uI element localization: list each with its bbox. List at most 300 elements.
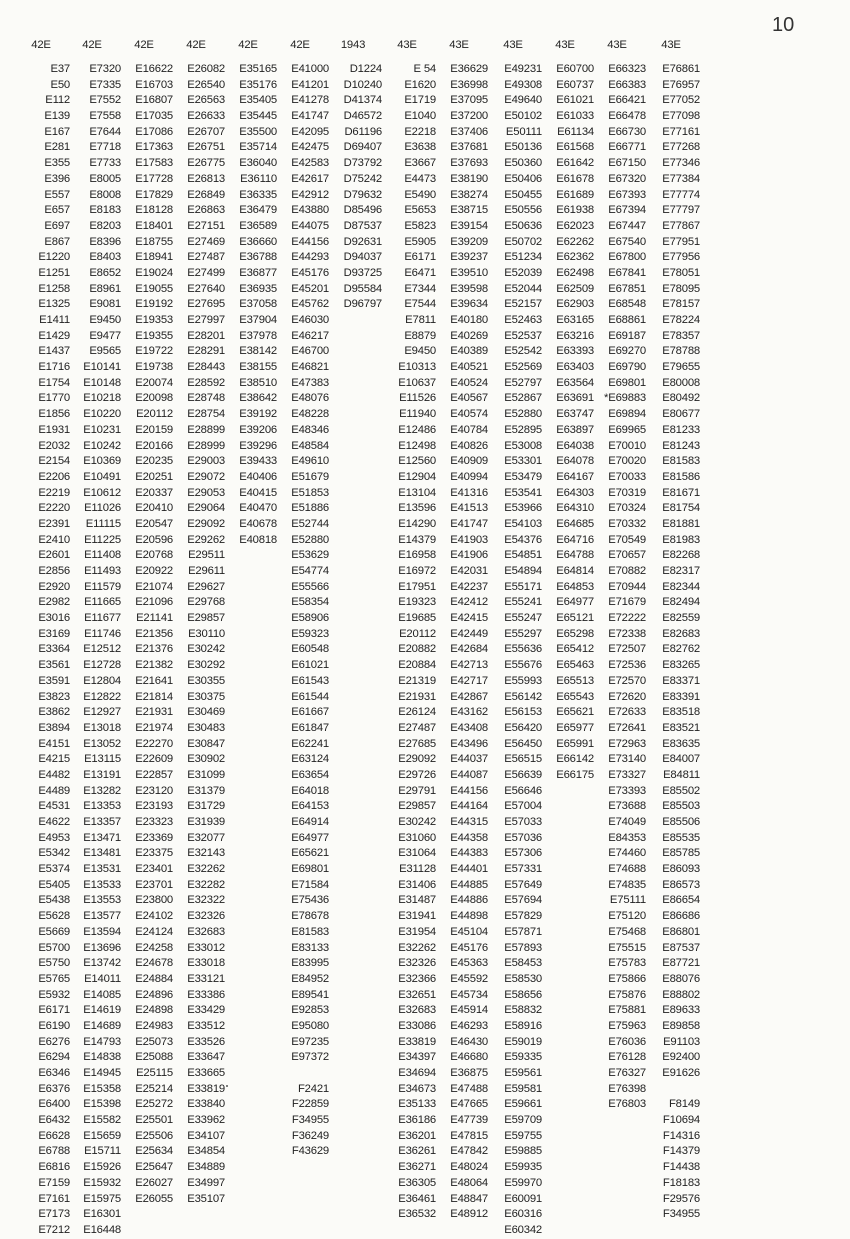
column-header: 42E	[290, 39, 310, 51]
serial-entry: E40909	[450, 455, 488, 468]
serial-entry: E44293	[291, 251, 329, 264]
serial-entry: E40784	[450, 423, 488, 436]
serial-entry: E40269	[450, 329, 488, 342]
serial-entry: E37095	[450, 94, 488, 107]
serial-entry: E40415	[239, 486, 277, 499]
serial-entry: E35405	[239, 94, 277, 107]
serial-entry: E8403	[89, 251, 121, 264]
serial-entry: E72633	[608, 706, 646, 719]
serial-entry: E27997	[187, 314, 225, 326]
serial-entry: E33386	[187, 988, 225, 1001]
serial-entry: E58832	[504, 1004, 542, 1017]
serial-entry: E86686	[662, 910, 700, 923]
serial-entry: E66142	[556, 753, 594, 766]
serial-entry: E77867	[662, 219, 700, 232]
serial-entry: E34854	[187, 1145, 225, 1158]
serial-entry: E29511	[188, 549, 225, 562]
serial-entry: E55676	[504, 659, 542, 672]
serial-entry: E47739	[450, 1114, 488, 1127]
serial-entry: E73393	[608, 784, 646, 797]
serial-entry: E52542	[504, 345, 542, 358]
serial-entry: E35445	[239, 110, 277, 123]
serial-entry: E78095	[662, 282, 700, 295]
serial-entry: E58906	[291, 612, 329, 625]
serial-entry: E3364	[38, 643, 70, 656]
serial-entry: E10612	[83, 486, 121, 499]
serial-entry: E55171	[504, 580, 542, 593]
serial-entry: E867	[44, 235, 70, 248]
serial-entry: E15358	[83, 1082, 121, 1095]
serial-entry: E38715	[450, 204, 488, 217]
serial-entry: F18183	[662, 1176, 700, 1189]
serial-entry: E28201	[187, 329, 225, 342]
serial-entry: E70944	[608, 580, 646, 593]
serial-entry: E36186	[398, 1114, 436, 1127]
serial-entry: E13104	[398, 486, 436, 499]
serial-entry: E7811	[405, 314, 436, 326]
serial-entry: E8183	[89, 204, 121, 217]
serial-entry: E81583	[291, 925, 329, 938]
serial-entry: E31729	[187, 800, 225, 813]
serial-entry: E5823	[404, 219, 436, 232]
serial-entry: E40180	[450, 314, 488, 326]
serial-entry: E17728	[135, 172, 173, 185]
serial-entry: E25272	[135, 1098, 173, 1111]
serial-entry: E33429	[187, 1004, 225, 1017]
serial-entry: E31379	[187, 784, 225, 797]
serial-entry: E20884	[398, 659, 436, 672]
serial-entry: E33840	[187, 1098, 225, 1111]
serial-entry: E50	[50, 78, 70, 91]
serial-entry: E20112	[399, 627, 436, 640]
serial-entry: E52797	[504, 376, 542, 389]
serial-entry: E12927	[83, 706, 121, 719]
serial-entry: E52463	[504, 314, 542, 326]
serial-entry: E37200	[450, 110, 488, 123]
serial-entry: E19353	[135, 314, 173, 326]
serial-entry: E3667	[404, 157, 436, 170]
serial-entry: E25088	[135, 1051, 173, 1064]
serial-entry: E61543	[291, 674, 329, 687]
serial-entry: E3894	[38, 721, 70, 734]
serial-entry: E5932	[38, 988, 70, 1001]
serial-entry: E87721	[662, 957, 700, 970]
serial-entry: E36875	[450, 1067, 488, 1079]
serial-entry: E67540	[608, 235, 646, 248]
serial-entry: E83635	[662, 737, 700, 750]
serial-entry: E7344	[404, 282, 436, 295]
serial-entry: E83995	[291, 957, 329, 970]
serial-entry: E56639	[504, 768, 542, 781]
serial-entry: E60548	[291, 643, 329, 656]
serial-entry: F14316	[662, 1129, 700, 1142]
serial-entry: E62262	[556, 235, 594, 248]
serial-entry: E58656	[504, 988, 542, 1001]
serial-entry: E9477	[89, 329, 121, 342]
serial-entry: E64078	[556, 455, 594, 468]
serial-entry: E30242	[187, 643, 225, 656]
serial-entry: E13531	[83, 863, 121, 876]
serial-entry: E91103	[663, 1035, 700, 1048]
serial-entry: E6276	[38, 1035, 70, 1048]
serial-entry: E5405	[38, 878, 70, 891]
serial-entry: E36271	[398, 1161, 436, 1174]
serial-entry: E77956	[662, 251, 700, 264]
serial-entry: E38190	[450, 172, 488, 185]
serial-entry: E26813	[187, 172, 225, 185]
serial-entry: E1325	[38, 298, 70, 311]
serial-entry: E71584	[291, 878, 329, 891]
serial-entry: E29627	[187, 580, 225, 593]
list-gap	[636, 1082, 700, 1098]
serial-entry: E75468	[608, 925, 646, 938]
serial-entry: E45914	[450, 1004, 488, 1017]
serial-entry: E18128	[135, 204, 173, 217]
serial-entry: E42415	[450, 612, 488, 625]
serial-entry: E27487	[398, 721, 436, 734]
serial-entry: E83518	[662, 706, 700, 719]
serial-entry: E40389	[450, 345, 488, 358]
serial-entry: E40678	[239, 517, 277, 530]
serial-entry: E21319	[398, 674, 436, 687]
serial-entry: E15932	[83, 1176, 121, 1189]
serial-entry: E23323	[135, 816, 173, 828]
serial-entry: E65121	[556, 612, 594, 625]
serial-entry: E27640	[187, 282, 225, 295]
serial-entry: E36305	[398, 1176, 436, 1189]
serial-entry: E15975	[83, 1192, 121, 1205]
serial-entry: E34397	[398, 1051, 436, 1064]
serial-entry: E53008	[504, 439, 542, 452]
serial-entry: E63165	[556, 314, 594, 326]
serial-entry: E52880	[291, 533, 329, 546]
serial-entry: E39634	[450, 298, 488, 311]
serial-entry: E5750	[38, 957, 70, 970]
serial-entry: E8879	[404, 329, 436, 342]
serial-entry: E40524	[450, 376, 488, 389]
serial-entry: E24884	[135, 972, 173, 985]
serial-entry: E4482	[38, 768, 70, 781]
serial-entry: E95080	[291, 1019, 329, 1032]
serial-entry: E57004	[504, 800, 542, 813]
serial-entry: E52157	[504, 298, 542, 311]
serial-entry: E42412	[450, 596, 488, 609]
serial-entry: E35107	[187, 1192, 225, 1205]
serial-entry: D69407	[343, 141, 382, 154]
serial-entry: E1620	[404, 78, 436, 91]
serial-entry: E42912	[291, 188, 329, 201]
serial-entry: E82762	[662, 643, 700, 656]
serial-entry: E32651	[398, 988, 436, 1001]
serial-entry: E50455	[504, 188, 542, 201]
serial-entry: F2421	[297, 1082, 329, 1095]
serial-entry: E64153	[291, 800, 329, 813]
serial-entry: E69187	[608, 329, 646, 342]
serial-entry: E11677	[84, 612, 121, 625]
serial-entry: E76957	[662, 78, 700, 91]
serial-entry: E87537	[662, 941, 700, 954]
serial-entry: E81233	[662, 423, 700, 436]
serial-entry: E24983	[135, 1019, 173, 1032]
column-header: 43E	[397, 39, 417, 51]
serial-entry: E2219	[38, 486, 70, 499]
serial-entry: E20768	[135, 549, 173, 562]
serial-entry: E21931	[398, 690, 436, 703]
serial-entry: E59561	[504, 1067, 542, 1079]
serial-entry: E73688	[608, 800, 646, 813]
serial-entry: E26082	[187, 63, 225, 75]
serial-entry: E17363	[135, 141, 173, 154]
serial-entry: E2154	[38, 455, 70, 468]
serial-entry: E78051	[662, 266, 700, 279]
serial-entry: E42713	[450, 659, 488, 672]
serial-entry: E11579	[84, 580, 121, 593]
serial-entry: E2982	[38, 596, 70, 609]
serial-entry: E38642	[239, 392, 277, 405]
serial-entry: E61667	[291, 706, 329, 719]
serial-entry: E8652	[89, 266, 121, 279]
serial-entry: E26563	[187, 94, 225, 107]
serial-entry: E31060	[398, 831, 436, 844]
serial-entry: E54851	[504, 549, 542, 562]
serial-entry: E20337	[135, 486, 173, 499]
serial-entry: E63747	[556, 408, 594, 421]
serial-entry: E32262	[398, 941, 436, 954]
serial-entry: E42475	[291, 141, 329, 154]
serial-entry: E28899	[187, 423, 225, 436]
serial-entry: D95584	[343, 282, 382, 295]
serial-entry: E19355	[135, 329, 173, 342]
serial-entry: E15659	[83, 1129, 121, 1142]
serial-entry: E28999	[187, 439, 225, 452]
serial-entry: E42449	[450, 627, 488, 640]
serial-entry: E58354	[291, 596, 329, 609]
serial-entry: E77052	[662, 94, 700, 107]
serial-entry: E80677	[662, 408, 700, 421]
serial-entry: E63897	[556, 423, 594, 436]
serial-entry: E44156	[291, 235, 329, 248]
serial-entry: E31406	[398, 878, 436, 891]
serial-entry: E67394	[608, 204, 646, 217]
serial-entry: E40521	[450, 361, 488, 374]
serial-entry: E39598	[450, 282, 488, 295]
serial-entry: E69270	[608, 345, 646, 358]
serial-entry: E85502	[662, 784, 700, 797]
serial-entry: E61134	[557, 125, 594, 138]
serial-entry: E6346	[38, 1067, 70, 1079]
serial-entry: E15711	[84, 1145, 121, 1158]
serial-entry: E11746	[84, 627, 121, 640]
serial-entry: E55241	[504, 596, 542, 609]
serial-entry: E67800	[608, 251, 646, 264]
serial-entry: E4489	[38, 784, 70, 797]
serial-entry: E14085	[83, 988, 121, 1001]
serial-entry: E42684	[450, 643, 488, 656]
serial-entry: E21974	[135, 721, 173, 734]
serial-entry: E4531	[38, 800, 70, 813]
serial-entry: E12804	[83, 674, 121, 687]
serial-entry: E72570	[608, 674, 646, 687]
serial-entry: E86573	[662, 878, 700, 891]
serial-entry: E22270	[135, 737, 173, 750]
serial-entry: E2856	[38, 565, 70, 577]
serial-entry: E70319	[608, 486, 646, 499]
serial-entry: E59709	[504, 1114, 542, 1127]
serial-entry: E58453	[504, 957, 542, 970]
serial-entry: E44401	[450, 863, 488, 876]
serial-entry: E25214	[135, 1082, 173, 1095]
serial-entry: E39209	[450, 235, 488, 248]
serial-entry: E13115	[84, 753, 121, 766]
serial-entry: E1251	[38, 266, 70, 279]
serial-entry: E77268	[662, 141, 700, 154]
serial-entry: E44315	[450, 816, 488, 828]
serial-entry: E69965	[608, 423, 646, 436]
serial-entry: E75111	[609, 894, 646, 907]
serial-entry: E45104	[450, 925, 488, 938]
serial-entry: E75866	[608, 972, 646, 985]
serial-entry: E10148	[83, 376, 121, 389]
serial-entry: E66478	[608, 110, 646, 123]
serial-entry: E13471	[83, 831, 121, 844]
serial-entry: E26751	[187, 141, 225, 154]
serial-entry: E43880	[291, 204, 329, 217]
serial-entry: E35133	[398, 1098, 436, 1111]
serial-entry: E36110	[240, 172, 277, 185]
serial-entry: E30847	[187, 737, 225, 750]
serial-entry: E65463	[556, 659, 594, 672]
serial-entry: E20159	[135, 423, 173, 436]
serial-entry: E6788	[38, 1145, 70, 1158]
serial-entry: E23369	[135, 831, 173, 844]
serial-entry: E7159	[38, 1176, 70, 1189]
serial-entry: E5700	[38, 941, 70, 954]
serial-entry: E46293	[450, 1019, 488, 1032]
serial-entry: E20882	[398, 643, 436, 656]
serial-entry: E65977	[556, 721, 594, 734]
serial-entry: F29576	[662, 1192, 700, 1205]
serial-entry: E37681	[450, 141, 488, 154]
serial-entry: E3638	[404, 141, 436, 154]
serial-entry: E11115	[85, 517, 121, 530]
serial-entry: E10231	[83, 423, 121, 436]
serial-entry: E85535	[662, 831, 700, 844]
serial-entry: E12512	[83, 643, 121, 656]
serial-entry: E82268	[662, 549, 700, 562]
serial-entry: E65412	[556, 643, 594, 656]
serial-entry: E76327	[608, 1067, 646, 1079]
serial-entry: E53629	[291, 549, 329, 562]
serial-entry: E33819	[187, 1082, 225, 1095]
serial-entry: E38155	[239, 361, 277, 374]
serial-entry: E16972	[398, 565, 436, 577]
serial-entry: E13353	[83, 800, 121, 813]
serial-entry: E45762	[291, 298, 329, 311]
serial-entry: E26124	[398, 706, 436, 719]
serial-entry: E45363	[450, 957, 488, 970]
serial-entry: E77098	[662, 110, 700, 123]
serial-entry: E33962	[187, 1114, 225, 1127]
serial-entry: E1719	[404, 94, 436, 107]
serial-entry: D94037	[343, 251, 382, 264]
serial-entry: E27469	[187, 235, 225, 248]
serial-entry: E36461	[398, 1192, 436, 1205]
serial-entry: E50111	[505, 125, 542, 138]
serial-entry: E68548	[608, 298, 646, 311]
serial-entry: E24896	[135, 988, 173, 1001]
serial-entry: E28443	[187, 361, 225, 374]
serial-entry: E1220	[38, 251, 70, 264]
serial-entry: E3823	[38, 690, 70, 703]
serial-entry: E27487	[187, 251, 225, 264]
serial-entry: E44156	[450, 784, 488, 797]
serial-entry: E24102	[135, 910, 173, 923]
serial-entry: E35500	[239, 125, 277, 138]
serial-entry: E27151	[187, 219, 225, 232]
serial-entry: E83371	[662, 674, 700, 687]
serial-entry: E24678	[135, 957, 173, 970]
serial-entry: E29092	[187, 517, 225, 530]
serial-entry: E69801	[291, 863, 329, 876]
serial-entry: E33018	[187, 957, 225, 970]
serial-entry: E53966	[504, 502, 542, 515]
serial-entry: D1224	[349, 63, 382, 75]
serial-entry: E72536	[608, 659, 646, 672]
serial-entry: E32326	[398, 957, 436, 970]
serial-entry: F34955	[662, 1208, 700, 1221]
serial-entry: E33526	[187, 1035, 225, 1048]
serial-entry: E64977	[291, 831, 329, 844]
serial-entry: E47665	[450, 1098, 488, 1111]
serial-entry: E40826	[450, 439, 488, 452]
serial-entry: E57694	[504, 894, 542, 907]
serial-entry: E75876	[608, 988, 646, 1001]
serial-entry: E25647	[135, 1161, 173, 1174]
serial-entry: E32322	[187, 894, 225, 907]
serial-entry: E8396	[89, 235, 121, 248]
serial-entry: E64788	[556, 549, 594, 562]
serial-entry: E43162	[450, 706, 488, 719]
serial-entry: E26055	[135, 1192, 173, 1205]
serial-entry: E77797	[662, 204, 700, 217]
serial-entry: E9450	[89, 314, 121, 326]
serial-entry: E89633	[662, 1004, 700, 1017]
serial-entry: E70010	[608, 439, 646, 452]
serial-entry: E57649	[504, 878, 542, 891]
serial-entry: E44358	[450, 831, 488, 844]
serial-entry: E76036	[608, 1035, 646, 1048]
serial-entry: E57036	[504, 831, 542, 844]
serial-entry: E64303	[556, 486, 594, 499]
serial-entry: E56515	[504, 753, 542, 766]
serial-entry: E6471	[404, 266, 436, 279]
serial-entry: E35176	[239, 78, 277, 91]
serial-entry: E1040	[404, 110, 436, 123]
serial-entry: E61938	[556, 204, 594, 217]
serial-entry: E23401	[135, 863, 173, 876]
serial-entry: E41906	[450, 549, 488, 562]
serial-entry: E61689	[556, 188, 594, 201]
serial-entry: E53479	[504, 470, 542, 483]
serial-entry: E46680	[450, 1051, 488, 1064]
serial-entry: E8203	[89, 219, 121, 232]
serial-entry: E64038	[556, 439, 594, 452]
serial-entry: E21641	[135, 674, 173, 687]
serial-entry: E8961	[89, 282, 121, 295]
serial-entry: E2032	[38, 439, 70, 452]
serial-entry: E18401	[135, 219, 173, 232]
serial-entry: E54376	[504, 533, 542, 546]
